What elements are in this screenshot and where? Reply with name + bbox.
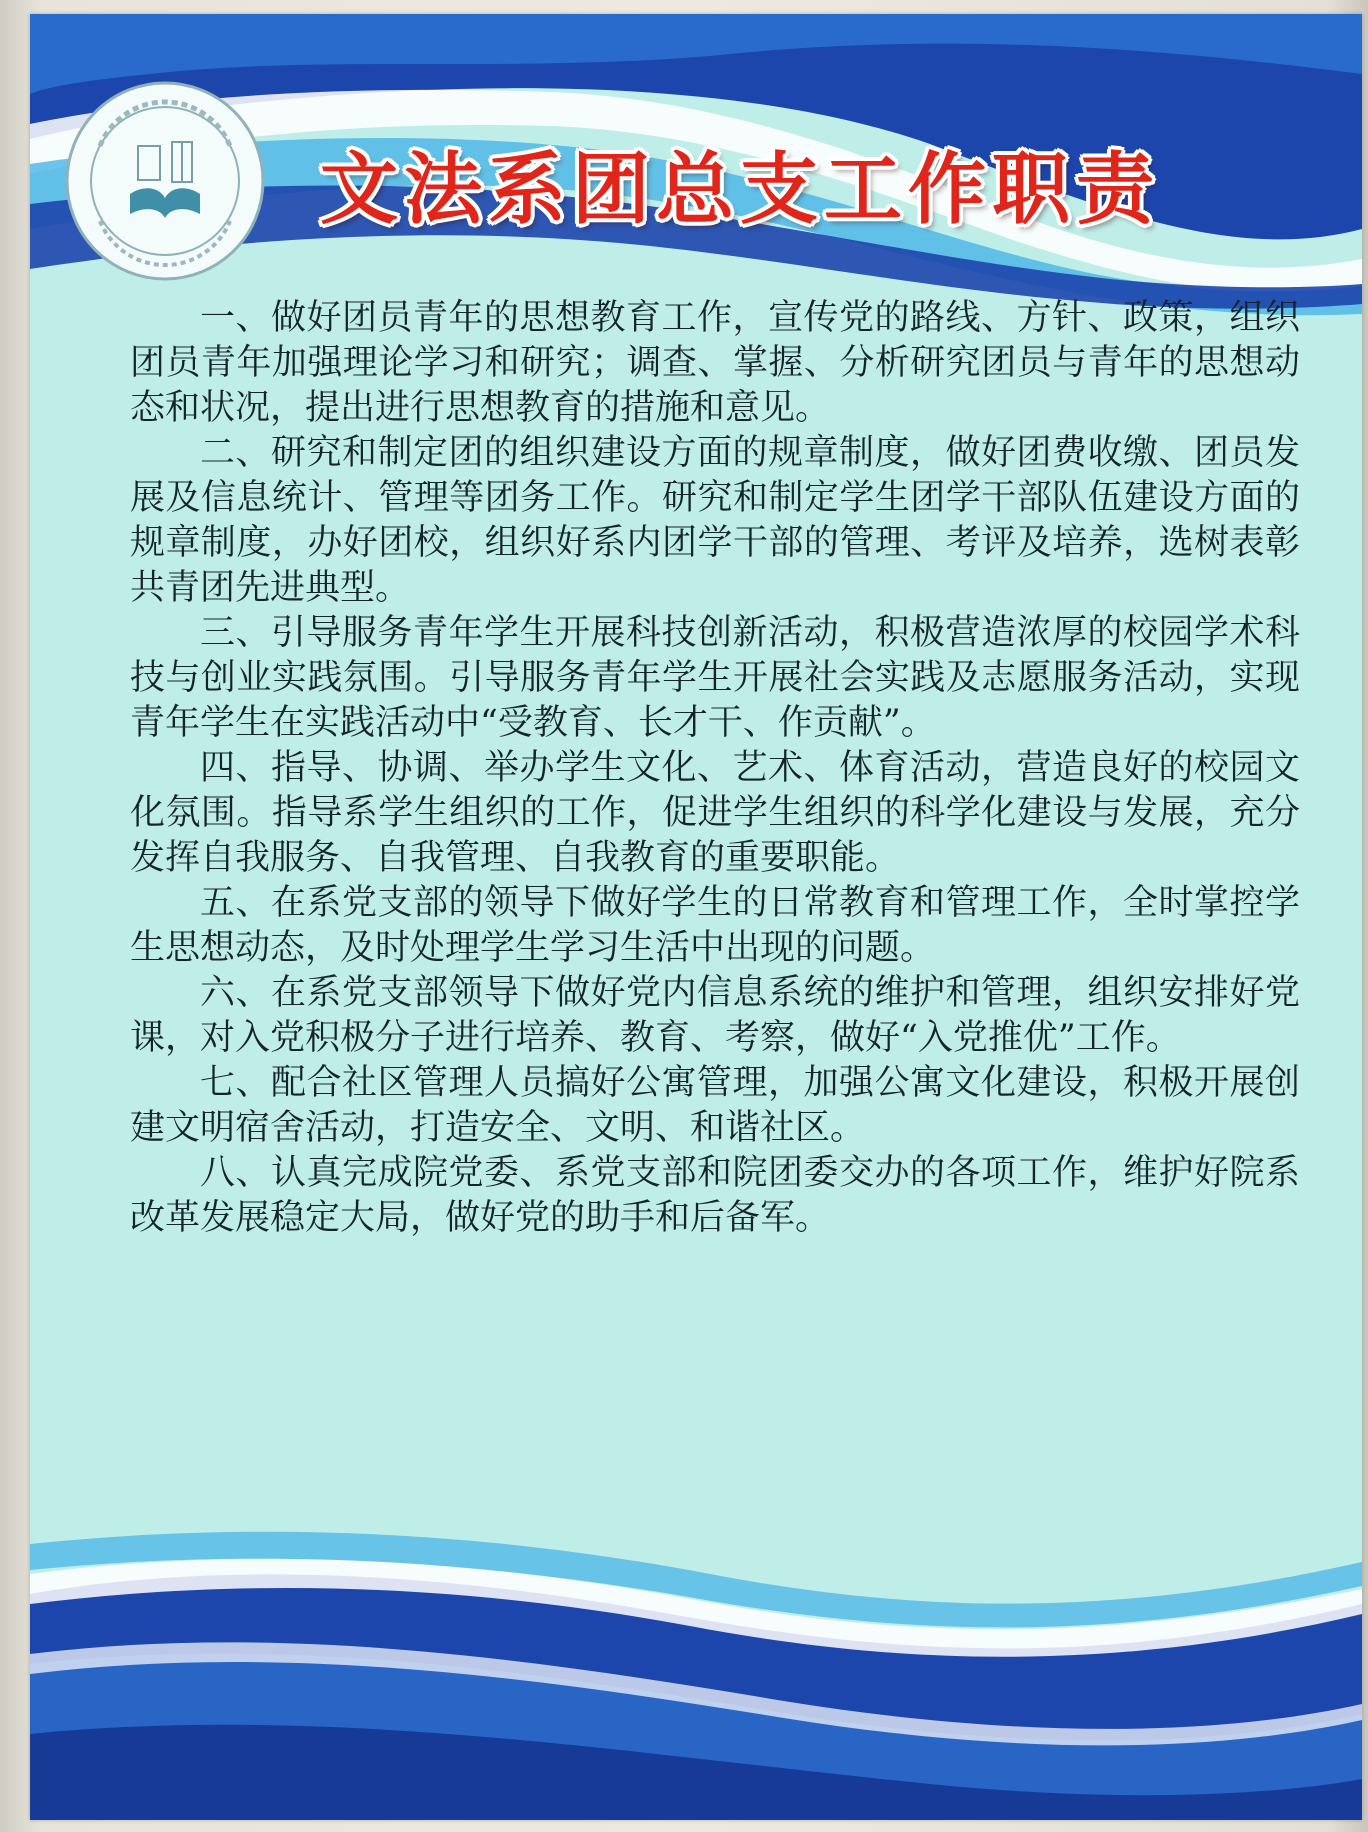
- duty-paragraph-8: 八、认真完成院党委、系党支部和院团委交办的各项工作，维护好院系改革发展稳定大局，做好党的助手和后备军。: [130, 1153, 1300, 1238]
- duty-paragraph-4: 四、指导、协调、举办学生文化、艺术、体育活动，营造良好的校园文化氛围。指导系学生组织的工作，促进学生组织的科学化建设与发展，充分发挥自我服务、自我管理、自我教育的重要职能。: [130, 748, 1300, 878]
- poster-board: [30, 14, 1362, 1820]
- duty-paragraph-6: 六、在系党支部领导下做好党内信息系统的维护和管理，组织安排好党课，对入党积极分子进行培养、教育、考察，做好“入党推优”工作。: [130, 973, 1300, 1058]
- duty-paragraph-5: 五、在系党支部的领导下做好学生的日常教育和管理工作，全时掌控学生思想动态，及时处理学生学习生活中出现的问题。: [130, 883, 1300, 968]
- duties-text: [130, 296, 1300, 1241]
- duty-paragraph-1: 一、做好团员青年的思想教育工作，宣传党的路线、方针、政策，组织团员青年加强理论学习和研究；调查、掌握、分析研究团员与青年的思想动态和状况，提出进行思想教育的措施和意见。: [130, 298, 1300, 428]
- poster-title: 文法系团总支工作职责: [319, 145, 1160, 235]
- duty-paragraph-7: 七、配合社区管理人员搞好公寓管理，加强公寓文化建设，积极开展创建文明宿舍活动，打造安全、文明、和谐社区。: [130, 1063, 1300, 1148]
- duty-paragraph-3: 三、引导服务青年学生开展科技创新活动，积极营造浓厚的校园学术科技与创业实践氛围。引导服务青年学生开展社会实践及志愿服务活动，实现青年学生在实践活动中“受教育、长才干、作贡献”。: [130, 613, 1300, 743]
- duty-paragraph-2: 二、研究和制定团的组织建设方面的规章制度，做好团费收缴、团员发展及信息统计、管理等团务工作。研究和制定学生团学干部队伍建设方面的规章制度，办好团校，组织好系内团学干部的管理、考评及培养，选树表彰共青团先进典型。: [130, 433, 1300, 608]
